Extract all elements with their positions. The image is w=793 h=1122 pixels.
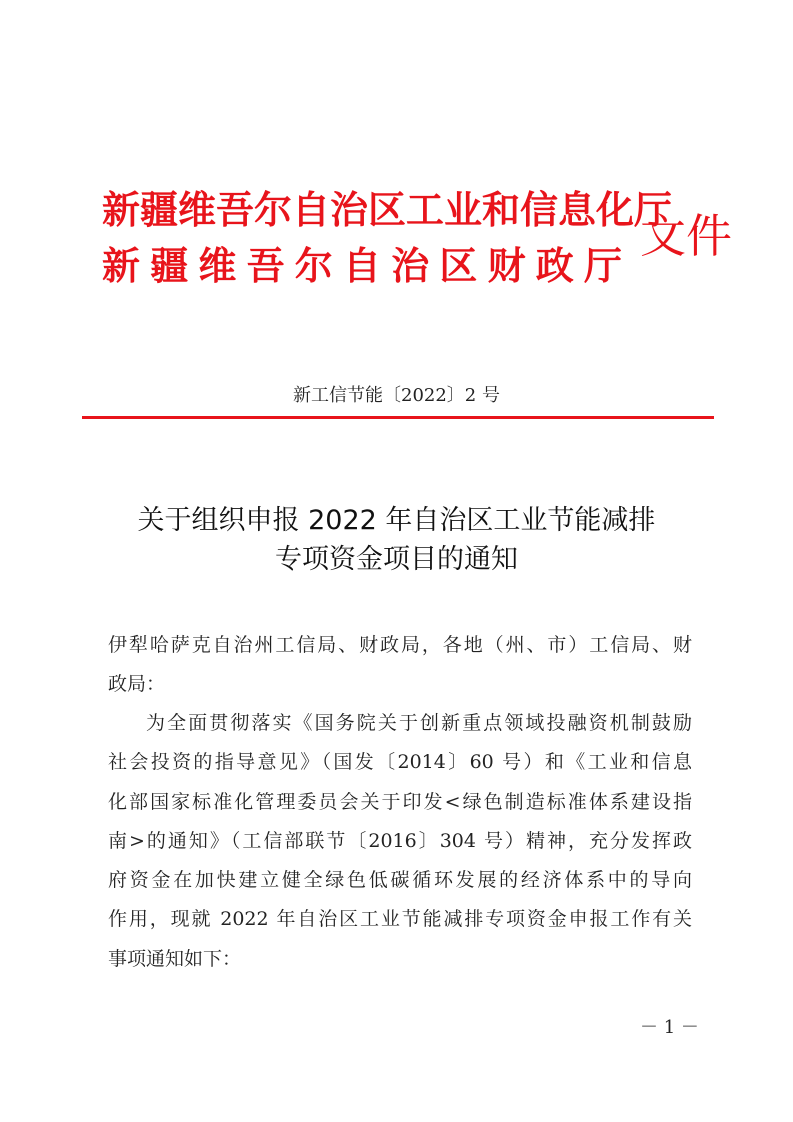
red-divider-line <box>82 416 714 419</box>
addressee <box>108 626 692 705</box>
paragraph-1 <box>108 704 692 979</box>
paragraph-line: 作用，现就 2022 年自治区工业节能减排专项资金申报工作有关 <box>108 908 692 931</box>
document-suffix: 文件 <box>640 209 732 263</box>
paragraph-line: 南>的通知》（工信部联节〔2016〕304 号）精神，充分发挥政 <box>108 829 692 852</box>
paragraph-line: 为全面贯彻落实《国务院关于创新重点领域投融资机制鼓励 <box>146 712 692 734</box>
document-number: 新工信节能〔2022〕2 号 <box>293 385 500 406</box>
paragraph-line: 化部国家标准化管理委员会关于印发<绿色制造标准体系建设指 <box>108 790 692 813</box>
paragraph-line: 社会投资的指导意见》（国发〔2014〕60 号）和《工业和信息 <box>108 751 692 774</box>
page-number: － 1 － <box>640 1017 699 1038</box>
issuing-org-line-1: 新疆维吾尔自治区工业和信息化厅 <box>102 187 673 232</box>
issuing-org-line-2-text: 新疆维吾尔自治区财政厅 <box>102 243 622 288</box>
addressee-line-2: 政局： <box>108 673 166 696</box>
paragraph-line: 府资金在加快建立健全绿色低碳循环发展的经济体系中的导向 <box>108 869 692 892</box>
document-title-line-1: 关于组织申报 2022 年自治区工业节能减排 <box>137 505 656 536</box>
document-title-line-2: 专项资金项目的通知 <box>275 544 518 575</box>
addressee-line-1: 伊犁哈萨克自治州工信局、财政局，各地（州、市）工信局、财 <box>108 634 692 656</box>
paragraph-line: 事项通知如下： <box>108 947 242 970</box>
issuing-org-line-2 <box>102 242 622 290</box>
